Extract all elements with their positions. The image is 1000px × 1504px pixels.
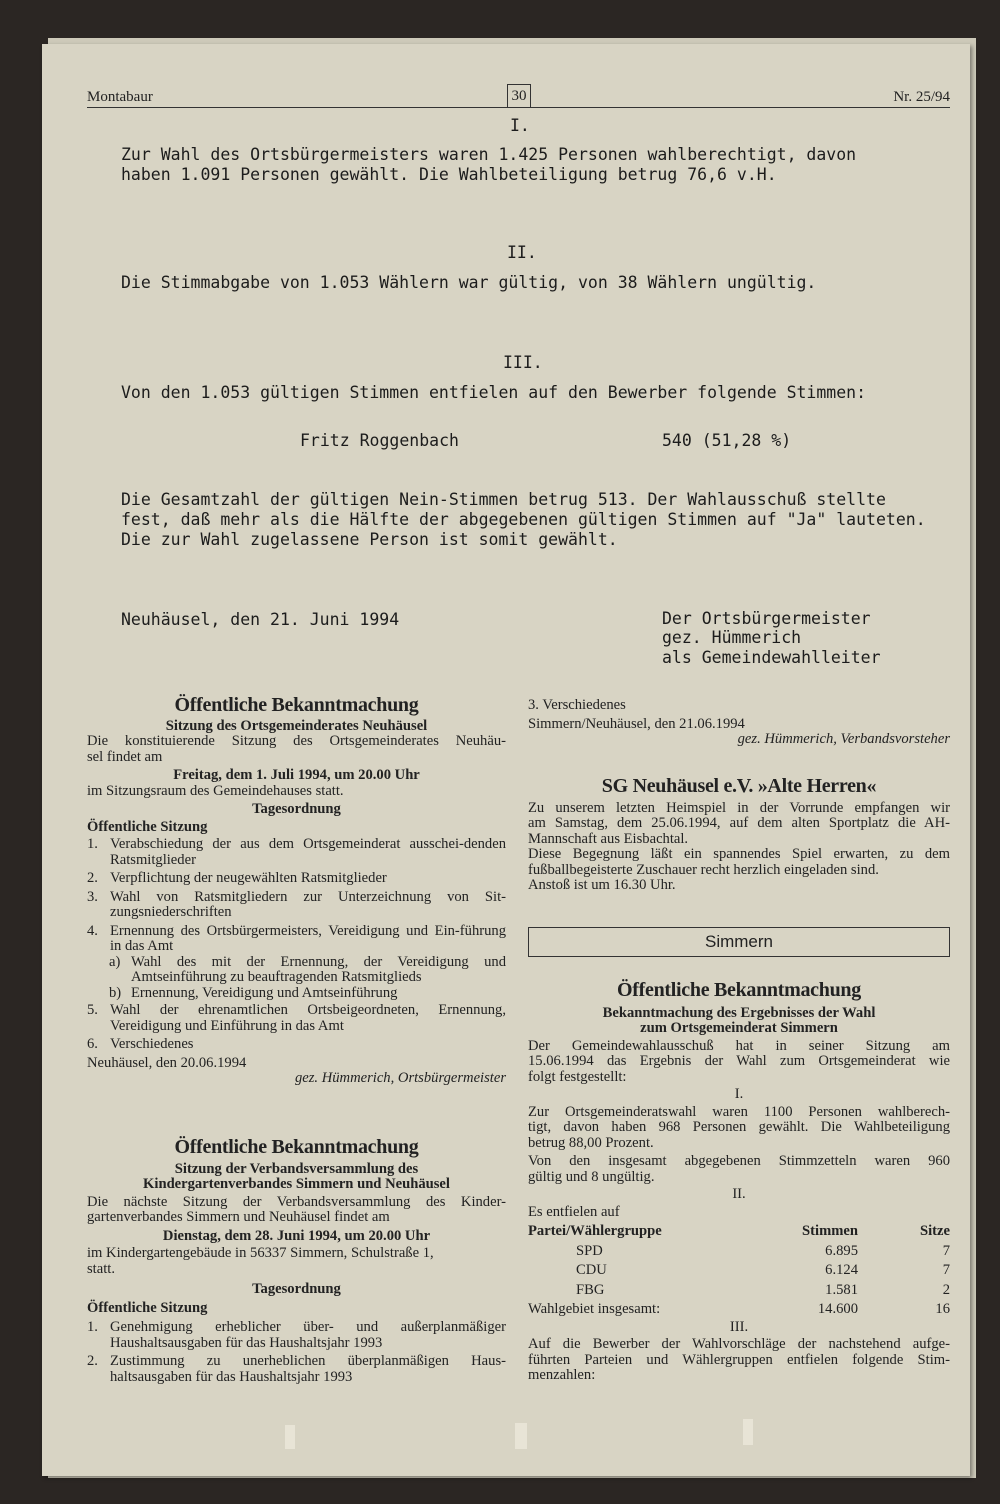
intro-line: 15.06.1994 das Ergebnis der Wahl zum Ortsgemeinderat wie — [528, 1053, 950, 1069]
table-cell: 14.600 — [817, 1301, 858, 1317]
table-header-cell: Sitze — [920, 1223, 950, 1239]
table-cell: FBG — [576, 1281, 605, 1298]
agenda-sublist — [87, 955, 506, 1002]
article-title: Öffentliche Bekanntmachung — [174, 694, 419, 716]
table-header-cell: Partei/Wählergruppe — [528, 1223, 662, 1239]
binding-tear — [743, 1419, 753, 1445]
agenda-item: 6. Verschiedenes — [87, 1036, 194, 1052]
public-session-heading: Öffentliche Sitzung — [87, 1299, 208, 1316]
s1-line1: Zur Wahl des Ortsbürgermeisters waren 1.425 Personen wahlberechtigt, davon — [121, 145, 857, 164]
intro-line: Die konstituierende Sitzung des Ortsgemeinderates Neuhäu- — [87, 733, 506, 749]
meeting-date: Dienstag, dem 28. Juni 1994, um 20.00 Uhr — [162, 1227, 431, 1244]
table-cell: Wahlgebiet insgesamt: — [528, 1301, 661, 1317]
section-header-simmern: Simmern — [528, 927, 950, 957]
article-title: Öffentliche Bekanntmachung — [617, 979, 861, 1001]
table-cell: 1.581 — [825, 1281, 858, 1298]
article-subtitle: zum Ortsgemeinderat Simmern — [640, 1020, 838, 1036]
article-line: Zu unserem letzten Heimspiel in der Vorrunde empfangen wir — [528, 799, 950, 816]
table-cell: 6.124 — [825, 1262, 858, 1278]
article-title: SG Neuhäusel e.V. »Alte Herren« — [601, 775, 877, 797]
date-line: Simmern/Neuhäusel, den 21.06.1994 — [528, 715, 745, 732]
sig-line2: gez. Hümmerich — [662, 628, 802, 647]
results-table — [528, 1222, 950, 1320]
candidate-name: Fritz Roggenbach — [300, 431, 459, 450]
place-date: Neuhäusel, den 21. Juni 1994 — [121, 610, 400, 629]
article-line: Anstoß ist um 16.30 Uhr. — [528, 877, 676, 893]
table-cell: 16 — [935, 1301, 950, 1317]
paragraph-line: Zur Ortsgemeinderatswahl waren 1100 Personen wahlberech- — [528, 1103, 950, 1120]
result-line2: fest, daß mehr als die Hälfte der abgegebenen gültigen Stimmen auf "Ja" lauteten. — [121, 510, 926, 529]
sig-line3: als Gemeindewahlleiter — [662, 648, 881, 667]
intro-line: folgt festgestellt: — [528, 1068, 627, 1085]
binding-tear — [515, 1423, 527, 1449]
agenda-list — [87, 1320, 506, 1385]
paragraph-line: Es entfielen auf — [528, 1203, 620, 1220]
table-cell: 7 — [942, 1242, 950, 1259]
agenda-list — [87, 837, 506, 955]
agenda-item: 5. Wahl der ehrenamtlichen Ortsbeigeordneten, Ernennung, Vereidigung und Einführung in das Amt — [87, 1002, 506, 1034]
paragraph-line: führten Parteien und Wählergruppen entfielen folgende Stim- — [528, 1351, 950, 1368]
agenda-item: 1. Verabschiedung der aus dem Ortsgemeinderat ausschei-denden Ratsmitglieder — [87, 836, 506, 868]
paragraph-line: gültig und 8 ungültig. — [528, 1168, 655, 1185]
date-line: Neuhäusel, den 20.06.1994 — [87, 1054, 247, 1071]
article-title: Öffentliche Bekanntmachung — [174, 1136, 419, 1158]
agenda-list — [87, 1003, 506, 1053]
signature: gez. Hümmerich, Ortsbürgermeister — [294, 1070, 506, 1086]
meeting-place: statt. — [87, 1260, 115, 1277]
result-line1: Die Gesamtzahl der gültigen Nein-Stimmen betrug 513. Der Wahlausschuß stellte — [121, 490, 886, 509]
agenda-item: 2. Zustimmung zu unerheblichen überplanmäßigen Haus-haltsausgaben für das Haushaltsjahr 1993 — [87, 1353, 506, 1385]
header-right: Nr. 25/94 — [893, 89, 950, 105]
meeting-place: im Kindergartengebäude in 56337 Simmern, Schulstraße 1, — [87, 1245, 434, 1261]
article-line: Mannschaft aus Eisbachtal. — [528, 830, 689, 847]
binding-tear — [285, 1425, 295, 1449]
paragraph-line: Von den insgesamt abgegebenen Stimmzetteln waren 960 — [528, 1153, 950, 1169]
agenda-item: 2. Verpflichtung der neugewählten Ratsmitglieder — [87, 870, 387, 886]
agenda-item: 3. Verschiedenes — [528, 697, 626, 713]
paragraph-line: Auf die Bewerber der Wahlvorschläge der nachstehend aufge- — [528, 1336, 950, 1352]
table-row — [528, 1261, 950, 1281]
s2-line1: Die Stimmabgabe von 1.053 Wählern war gültig, von 38 Wählern ungültig. — [121, 273, 817, 292]
result-line3: Die zur Wahl zugelassene Person ist somit gewählt. — [121, 530, 618, 549]
table-total-row — [528, 1300, 950, 1320]
table-header-row — [528, 1222, 950, 1242]
intro-line: sel findet am — [87, 748, 163, 765]
roman-1: I. — [510, 116, 530, 135]
agenda-item: 4. Ernennung des Ortsbürgermeisters, Vereidigung und Ein-führung in das Amt — [87, 922, 506, 954]
roman-numeral: II. — [732, 1186, 746, 1202]
table-cell: 2 — [942, 1281, 950, 1298]
agenda-heading: Tagesordnung — [252, 801, 341, 817]
public-session-heading: Öffentliche Sitzung — [87, 818, 208, 835]
agenda-item: 1. Genehmigung erheblicher über- und außerplanmäßiger Haushaltsausgaben für das Haushaltsjahr 1993 — [87, 1319, 506, 1351]
sg-alte-herren-article — [528, 775, 950, 894]
agenda-subitem: a) Wahl des mit der Ernennung, der Vereidigung und Amtseinführung zu beauftragenden Ratsmitglieds — [109, 953, 506, 985]
agenda-subitem: b) Ernennung, Vereidigung und Amtseinführung — [109, 984, 398, 1001]
article-subtitle: Sitzung der Verbandsversammlung des — [174, 1160, 419, 1177]
kindergarten-continuation — [528, 698, 950, 748]
candidate-votes: 540 (51,28 %) — [662, 431, 792, 450]
announcement-council-meeting — [87, 694, 506, 1087]
agenda-heading: Tagesordnung — [252, 1281, 341, 1297]
signature: gez. Hümmerich, Verbandsvorsteher — [737, 731, 950, 747]
table-cell: 7 — [942, 1262, 950, 1278]
paragraph-line: betrug 88,00 Prozent. — [528, 1134, 654, 1151]
table-cell: 6.895 — [825, 1242, 858, 1259]
article-subtitle: Sitzung des Ortsgemeinderates Neuhäusel — [165, 717, 428, 734]
article-line: am Samstag, dem 25.06.1994, auf dem alten Sportplatz die AH- — [528, 815, 950, 831]
paragraph-line: tigt, davon haben 968 Personen gewählt. Die Wahlbeteiligung — [528, 1119, 950, 1135]
table-cell: CDU — [576, 1262, 607, 1278]
table-row — [528, 1281, 950, 1301]
agenda-item: 3. Wahl von Ratsmitgliedern zur Unterzeichnung von Sit-zungsniederschriften — [87, 888, 506, 920]
article-subtitle: Bekanntmachung des Ergebnisses der Wahl — [602, 1004, 876, 1021]
sig-line1: Der Ortsbürgermeister — [662, 609, 871, 628]
table-cell: SPD — [576, 1242, 603, 1259]
article-line: fußballbegeisterte Zuschauer recht herzlich eingeladen sind. — [528, 861, 879, 878]
s1-line2: haben 1.091 Personen gewählt. Die Wahlbeteiligung betrug 76,6 v.H. — [121, 165, 777, 184]
intro-line: gartenverbandes Simmern und Neuhäusel findet am — [87, 1209, 390, 1225]
roman-numeral: III. — [729, 1318, 749, 1335]
table-header-cell: Stimmen — [802, 1223, 858, 1239]
article-line: Diese Begegnung läßt ein spannendes Spiel erwarten, zu dem — [528, 846, 950, 862]
roman-numeral: I. — [734, 1086, 744, 1102]
intro-line: Der Gemeindewahlausschuß hat in seiner Sitzung am — [528, 1037, 950, 1054]
announcement-kindergarten-assembly — [87, 1136, 506, 1385]
meeting-date: Freitag, dem 1. Juli 1994, um 20.00 Uhr — [173, 767, 420, 783]
roman-2: II. — [507, 243, 537, 262]
roman-3: III. — [503, 353, 543, 372]
announcement-election-result — [528, 979, 950, 1384]
intro-line: Die nächste Sitzung der Verbandsversammlung des Kinder- — [87, 1193, 506, 1210]
page-number: 30 — [507, 84, 531, 108]
table-row — [528, 1242, 950, 1262]
header-rule — [87, 107, 950, 108]
meeting-place: im Sitzungsraum des Gemeindehauses statt. — [87, 782, 344, 799]
article-subtitle: Kindergartenverbandes Simmern und Neuhäusel — [143, 1176, 450, 1192]
s3-line1: Von den 1.053 gültigen Stimmen entfielen auf den Bewerber folgende Stimmen: — [121, 383, 867, 402]
paragraph-line: menzahlen: — [528, 1367, 596, 1383]
header-left: Montabaur — [87, 89, 153, 105]
